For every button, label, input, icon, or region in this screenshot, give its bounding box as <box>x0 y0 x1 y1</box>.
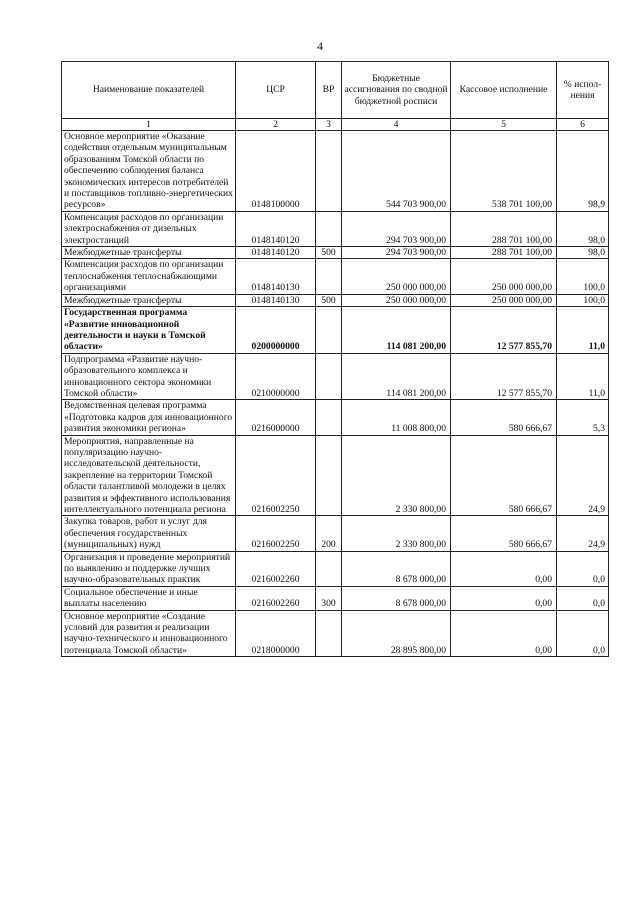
cell-csr: 0148140120 <box>236 211 316 246</box>
cell-pct: 11,0 <box>557 353 609 400</box>
cell-cash: 288 701 100,00 <box>451 247 557 259</box>
column-number: 6 <box>557 119 609 131</box>
column-number: 5 <box>451 119 557 131</box>
header-name: Наименование показателей <box>62 62 236 119</box>
cell-vr <box>316 307 342 354</box>
cell-cash: 12 577 855,70 <box>451 307 557 354</box>
cell-vr <box>316 259 342 294</box>
cell-vr <box>316 211 342 246</box>
cell-vr <box>316 551 342 586</box>
table-row <box>62 551 609 586</box>
cell-budget: 544 703 900,00 <box>342 131 451 212</box>
cell-name: Государственная программа «Развитие инновационной деятельности и науки в Томской области» <box>62 307 236 354</box>
header-csr: ЦСР <box>236 62 316 119</box>
header-row <box>62 62 609 119</box>
cell-csr: 0216002260 <box>236 586 316 610</box>
cell-budget: 294 703 900,00 <box>342 211 451 246</box>
cell-pct: 100,0 <box>557 259 609 294</box>
table-row <box>62 259 609 294</box>
cell-pct: 0,0 <box>557 610 609 657</box>
cell-budget: 8 678 000,00 <box>342 551 451 586</box>
cell-cash: 250 000 000,00 <box>451 294 557 306</box>
cell-vr <box>316 610 342 657</box>
cell-cash: 0,00 <box>451 586 557 610</box>
budget-table <box>61 61 609 657</box>
cell-name: Компенсация расходов по организации электроснабжения от дизельных электростанций <box>62 211 236 246</box>
cell-cash: 0,00 <box>451 551 557 586</box>
header-vr: ВР <box>316 62 342 119</box>
cell-vr <box>316 400 342 435</box>
cell-name: Межбюджетные трансферты <box>62 294 236 306</box>
cell-cash: 0,00 <box>451 610 557 657</box>
cell-cash: 580 666,67 <box>451 435 557 516</box>
cell-cash: 580 666,67 <box>451 516 557 551</box>
cell-budget: 2 330 800,00 <box>342 516 451 551</box>
table-row <box>62 211 609 246</box>
cell-pct: 98,0 <box>557 211 609 246</box>
cell-vr <box>316 131 342 212</box>
column-numbers-row <box>62 119 609 131</box>
cell-budget: 8 678 000,00 <box>342 586 451 610</box>
cell-budget: 28 895 800,00 <box>342 610 451 657</box>
table-row <box>62 131 609 212</box>
cell-vr: 200 <box>316 516 342 551</box>
column-number: 4 <box>342 119 451 131</box>
cell-name: Подпрограмма «Развитие научно-образовательного комплекса и инновационного сектора экономики Томской области» <box>62 353 236 400</box>
column-number: 2 <box>236 119 316 131</box>
cell-budget: 250 000 000,00 <box>342 294 451 306</box>
cell-pct: 0,0 <box>557 551 609 586</box>
cell-vr <box>316 353 342 400</box>
cell-csr: 0200000000 <box>236 307 316 354</box>
table-row <box>62 307 609 354</box>
cell-csr: 0148140130 <box>236 294 316 306</box>
cell-cash: 288 701 100,00 <box>451 211 557 246</box>
cell-pct: 24,9 <box>557 435 609 516</box>
cell-budget: 2 330 800,00 <box>342 435 451 516</box>
cell-budget: 294 703 900,00 <box>342 247 451 259</box>
header-cash: Кассовое исполнение <box>451 62 557 119</box>
cell-cash: 580 666,67 <box>451 400 557 435</box>
cell-csr: 0148140130 <box>236 259 316 294</box>
column-number: 1 <box>62 119 236 131</box>
cell-csr: 0216000000 <box>236 400 316 435</box>
table-row <box>62 247 609 259</box>
cell-name: Социальное обеспечение и иные выплаты населению <box>62 586 236 610</box>
cell-name: Основное мероприятие «Оказание содействия отдельным муниципальным образованиям Томской области по обеспечению соблюдения баланса экономических интересов потребителей и поставщиков топливно-энергетических ресурсов» <box>62 131 236 212</box>
header-pct: % испол-нения <box>557 62 609 119</box>
cell-name: Ведомственная целевая программа «Подготовка кадров для инновационного развития экономики региона» <box>62 400 236 435</box>
cell-csr: 0148140120 <box>236 247 316 259</box>
table-row <box>62 435 609 516</box>
cell-budget: 11 008 800,00 <box>342 400 451 435</box>
cell-csr: 0216002250 <box>236 435 316 516</box>
cell-name: Компенсация расходов по организации теплоснабжения теплоснабжающими организациями <box>62 259 236 294</box>
page-number: 4 <box>317 39 323 53</box>
cell-budget: 114 081 200,00 <box>342 307 451 354</box>
cell-cash: 538 701 100,00 <box>451 131 557 212</box>
cell-name: Мероприятия, направленные на популяризацию научно-исследовательской деятельности, закрепление на территории Томской области талантливой молодежи в целях развития и эффективного использования интеллектуального потенциала региона <box>62 435 236 516</box>
header-budget: Бюджетные ассигнования по сводной бюджетной росписи <box>342 62 451 119</box>
cell-budget: 114 081 200,00 <box>342 353 451 400</box>
cell-csr: 0148100000 <box>236 131 316 212</box>
cell-name: Основное мероприятие «Создание условий для развития и реализации научно-технического и инновационного потенциала Томской области» <box>62 610 236 657</box>
cell-name: Закупка товаров, работ и услуг для обеспечения государственных (муниципальных) нужд <box>62 516 236 551</box>
cell-pct: 5,3 <box>557 400 609 435</box>
cell-pct: 100,0 <box>557 294 609 306</box>
table-row <box>62 610 609 657</box>
cell-cash: 250 000 000,00 <box>451 259 557 294</box>
table-row <box>62 400 609 435</box>
column-number: 3 <box>316 119 342 131</box>
cell-pct: 24,9 <box>557 516 609 551</box>
cell-csr: 0210000000 <box>236 353 316 400</box>
cell-budget: 250 000 000,00 <box>342 259 451 294</box>
cell-csr: 0216002260 <box>236 551 316 586</box>
cell-vr: 500 <box>316 294 342 306</box>
cell-vr: 500 <box>316 247 342 259</box>
cell-cash: 12 577 855,70 <box>451 353 557 400</box>
cell-pct: 98,9 <box>557 131 609 212</box>
table-row <box>62 294 609 306</box>
cell-csr: 0218000000 <box>236 610 316 657</box>
table-row <box>62 586 609 610</box>
cell-csr: 0216002250 <box>236 516 316 551</box>
cell-name: Организация и проведение мероприятий по выявлению и поддержке лучших научно-образовательных практик <box>62 551 236 586</box>
cell-name: Межбюджетные трансферты <box>62 247 236 259</box>
cell-vr <box>316 435 342 516</box>
table-row <box>62 353 609 400</box>
cell-pct: 11,0 <box>557 307 609 354</box>
cell-pct: 98,0 <box>557 247 609 259</box>
table-row <box>62 516 609 551</box>
cell-vr: 300 <box>316 586 342 610</box>
cell-pct: 0,0 <box>557 586 609 610</box>
